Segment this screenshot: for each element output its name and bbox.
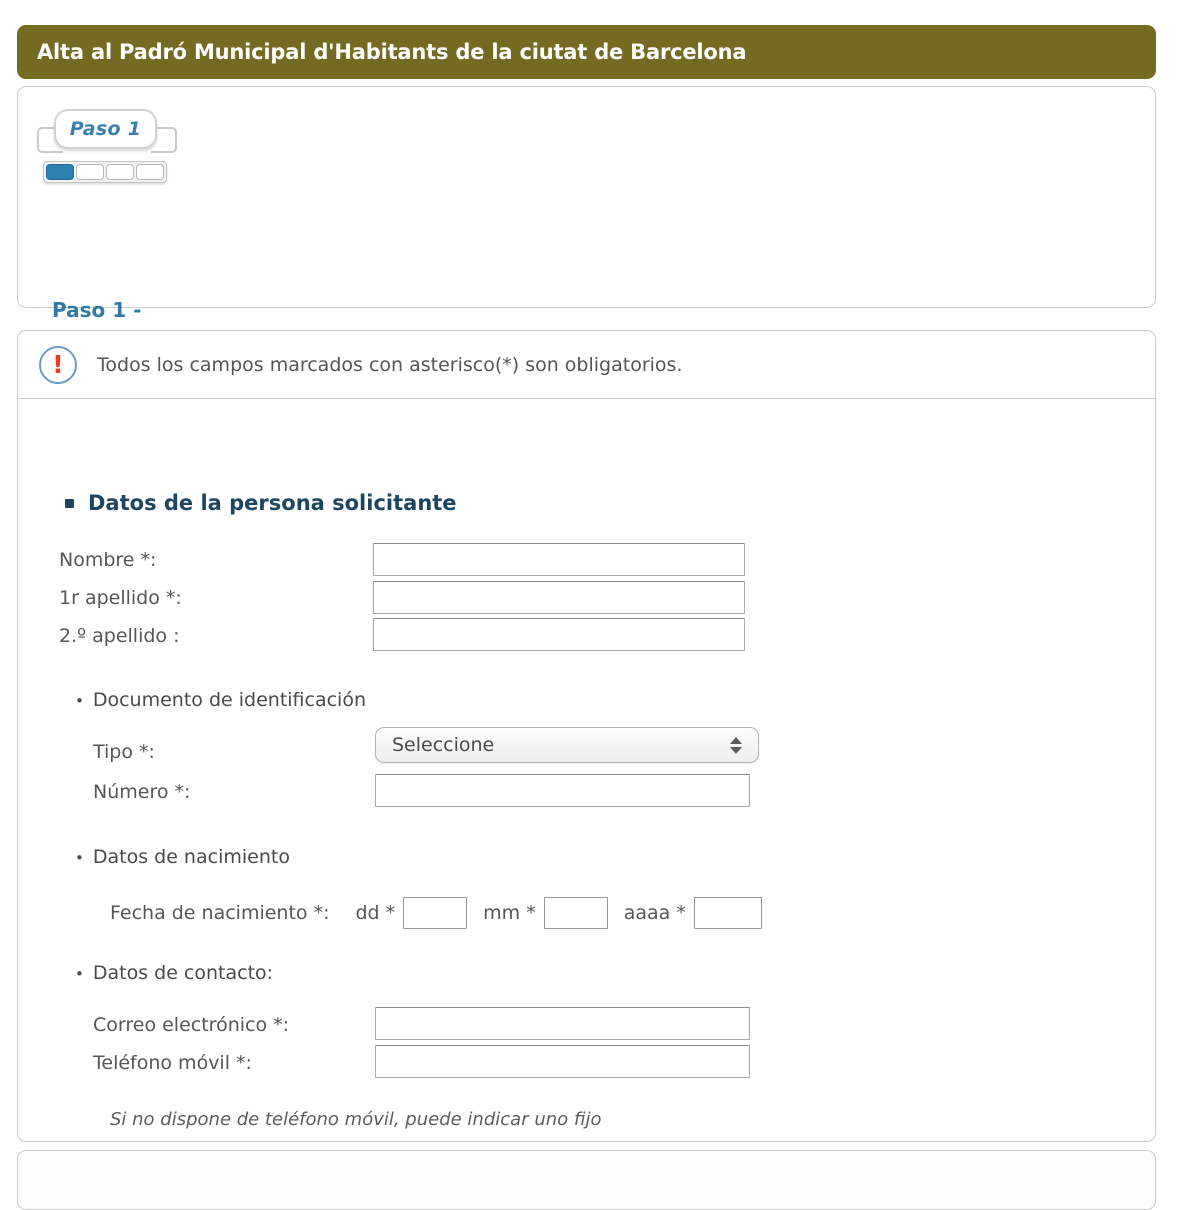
telefono-hint-note: Si no dispone de teléfono móvil, puede indicar uno fijo [110, 1109, 602, 1130]
numero-documento-input[interactable] [375, 774, 750, 807]
step-panel [17, 86, 1156, 322]
next-section-panel [17, 1150, 1156, 1210]
label-tipo-documento: Tipo *: [93, 741, 155, 763]
subgroup-title-nacimiento: • Datos de nacimiento [75, 846, 290, 868]
label-correo-electronico: Correo electrónico *: [93, 1014, 290, 1036]
page-title: Alta al Padró Municipal d'Habitants de la ciutat de Barcelona [37, 40, 747, 64]
progress-segment-1 [46, 164, 74, 180]
progress-segment-2 [76, 164, 104, 180]
step-indicator [37, 105, 177, 181]
subgroup-title-contacto: • Datos de contacto: [75, 962, 273, 984]
label-apellido2: 2.º apellido : [59, 625, 180, 647]
step-bubble-row [37, 105, 177, 155]
label-dd: dd * [355, 902, 396, 924]
step-lead-label: Paso 1 - [52, 298, 142, 322]
step-bubble [54, 109, 157, 149]
tipo-documento-selected-value: Seleccione [392, 734, 495, 756]
subgroup-title-documento: • Documento de identificación [75, 689, 366, 711]
exclamation-circle-icon [39, 346, 77, 384]
alert-text: Todos los campos marcados con asterisco(*) son obligatorios. [97, 353, 683, 376]
apellido2-input[interactable] [373, 618, 745, 651]
label-telefono-movil: Teléfono móvil *: [93, 1052, 252, 1074]
nombre-input[interactable] [373, 543, 745, 576]
fecha-dd-input[interactable] [403, 897, 467, 929]
step-bubble-label: Paso 1 [69, 118, 142, 140]
form-panel [17, 330, 1156, 1142]
correo-electronico-input[interactable] [375, 1007, 750, 1040]
step-progress-bar [43, 161, 167, 183]
tipo-documento-select[interactable] [375, 727, 759, 763]
label-nombre: Nombre *: [59, 549, 157, 571]
square-bullet-icon [65, 499, 74, 508]
fecha-mm-input[interactable] [544, 897, 608, 929]
required-fields-alert [18, 331, 1155, 399]
progress-segment-4 [136, 164, 164, 180]
label-mm: mm * [483, 902, 536, 924]
label-numero-documento: Número *: [93, 781, 191, 803]
section-heading-label: Datos de la persona solicitante [88, 491, 457, 515]
fecha-nacimiento-row [110, 897, 762, 929]
label-apellido1: 1r apellido *: [59, 587, 182, 609]
chevron-up-icon [730, 737, 742, 744]
fecha-aaaa-input[interactable] [694, 897, 762, 929]
page-header-bar [17, 25, 1156, 79]
exclamation-mark: ! [52, 350, 64, 379]
label-fecha-nacimiento: Fecha de nacimiento *: [110, 902, 330, 924]
chevron-down-icon [730, 747, 742, 754]
section-heading-applicant [65, 491, 457, 515]
telefono-movil-input[interactable] [375, 1045, 750, 1078]
progress-segment-3 [106, 164, 134, 180]
label-aaaa: aaaa * [623, 902, 686, 924]
select-stepper-arrows-icon [730, 737, 742, 754]
apellido1-input[interactable] [373, 581, 745, 614]
